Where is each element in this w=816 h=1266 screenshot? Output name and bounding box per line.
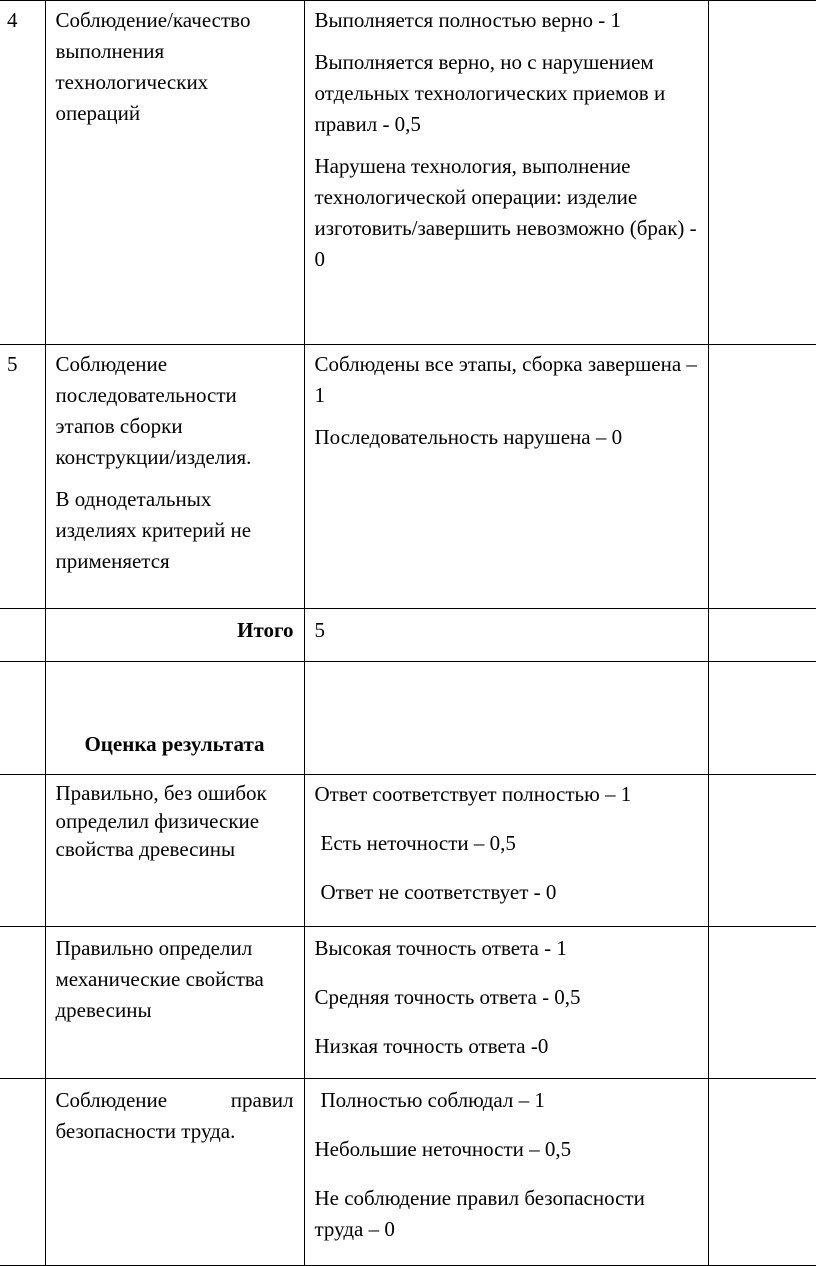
score-option: Соблюдены все этапы, сборка завершена – 1 [314, 352, 697, 407]
section-heading-row [0, 662, 816, 775]
score-cell [304, 927, 708, 1079]
score-option: Выполняется полностью верно - 1 [314, 8, 621, 32]
section-heading: Оценка результата [45, 662, 304, 775]
points-cell [708, 1, 816, 345]
points-cell [708, 1079, 816, 1266]
total-label: Итого [45, 609, 304, 662]
table-row [0, 775, 816, 927]
score-option: Небольшие неточности – 0,5 [314, 1137, 572, 1161]
points-cell [708, 775, 816, 927]
criterion-text: Соблюдение правил безопасности труда. [55, 1088, 294, 1143]
score-option: Последовательность нарушена – 0 [314, 425, 623, 449]
score-cell [304, 1079, 708, 1266]
criterion-note: В однодетальных изделиях критерий не применяется [55, 487, 252, 573]
empty-cell [0, 609, 45, 662]
score-option: Выполняется верно, но с нарушением отдельных технологических приемов и правил - 0,5 [314, 50, 666, 136]
score-cell [304, 775, 708, 927]
criterion-text: Соблюдение последовательности этапов сборки конструкции/изделия. [55, 352, 252, 469]
score-option: Низкая точность ответа -0 [314, 1034, 549, 1058]
score-option: Средняя точность ответа - 0,5 [314, 985, 581, 1009]
points-cell [708, 609, 816, 662]
empty-cell [304, 662, 708, 775]
table-row [0, 927, 816, 1079]
criterion-cell [45, 1, 304, 345]
table-row [0, 345, 816, 609]
score-cell [304, 345, 708, 609]
score-option: Есть неточности – 0,5 [320, 831, 516, 855]
total-value: 5 [304, 609, 708, 662]
score-option: Полностью соблюдал – 1 [320, 1088, 545, 1112]
score-cell [304, 1, 708, 345]
criterion-cell [45, 927, 304, 1079]
criterion-cell [45, 1079, 304, 1266]
criterion-cell [45, 775, 304, 927]
score-option: Не соблюдение правил безопасности труда – 0 [314, 1186, 645, 1241]
points-cell [708, 927, 816, 1079]
points-cell [708, 662, 816, 775]
score-option: Нарушена технология, выполнение технологической операции: изделие изготовить/завершить невозможно (брак) - 0 [314, 154, 697, 271]
criterion-text: Правильно, без ошибок определил физические свойства древесины [55, 781, 267, 861]
empty-cell [0, 775, 45, 927]
score-option: Ответ соответствует полностью – 1 [314, 782, 632, 806]
score-option: Ответ не соответствует - 0 [320, 880, 557, 904]
score-option: Высокая точность ответа - 1 [314, 936, 567, 960]
criterion-cell [45, 345, 304, 609]
table-row [0, 1079, 816, 1266]
criterion-text: Соблюдение/качество выполнения технологических операций [55, 8, 251, 125]
row-number: 4 [0, 1, 45, 345]
row-number: 5 [0, 345, 45, 609]
total-row [0, 609, 816, 662]
table-row [0, 1, 816, 345]
empty-cell [0, 662, 45, 775]
points-cell [708, 345, 816, 609]
empty-cell [0, 1079, 45, 1266]
criterion-text: Правильно определил механические свойства древесины [55, 936, 264, 1022]
empty-cell [0, 927, 45, 1079]
